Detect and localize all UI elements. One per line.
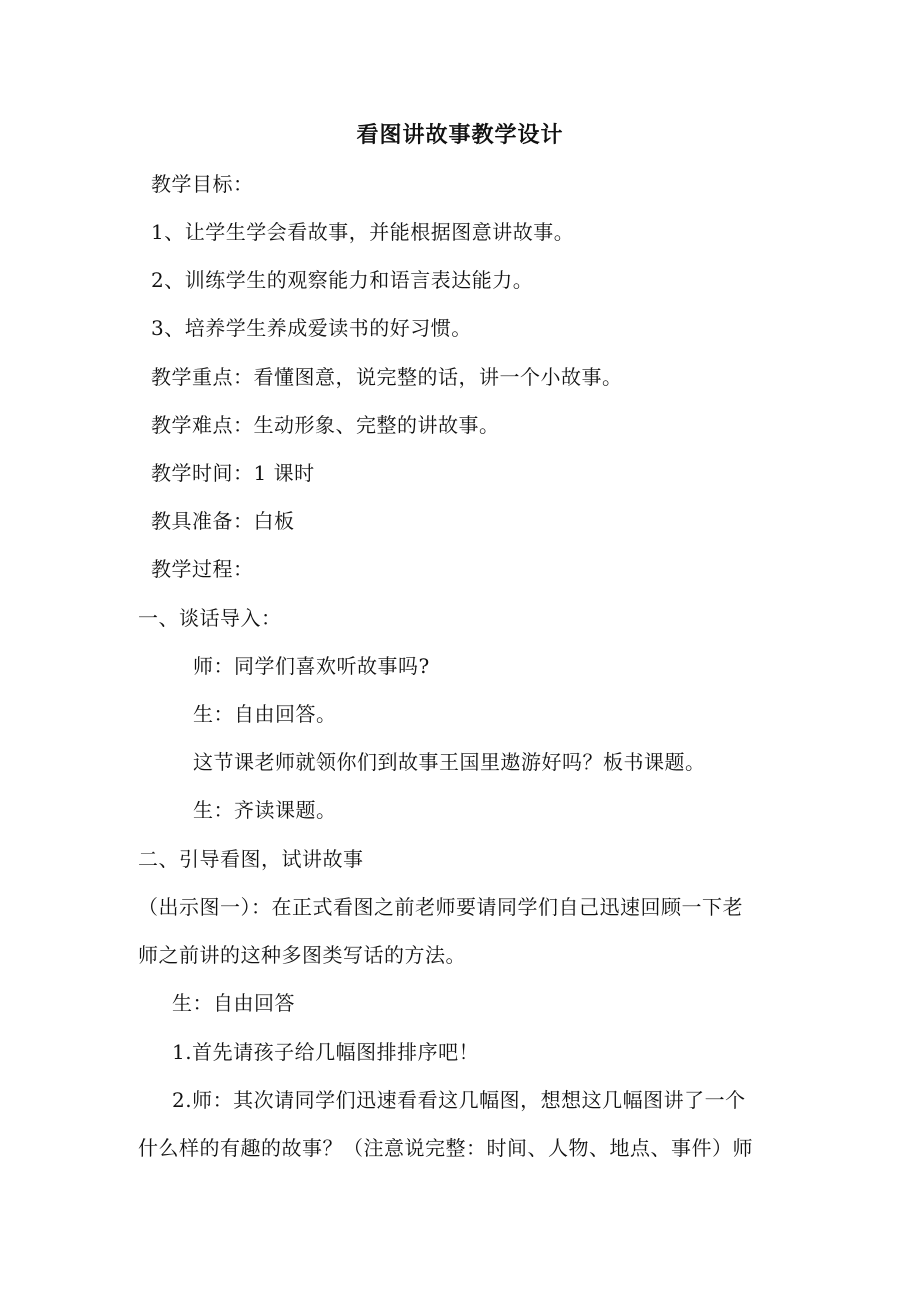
dialogue-line: 这节课老师就领你们到故事王国里遨游好吗？板书课题。 xyxy=(193,750,706,774)
dialogue-line: 生：自由回答 xyxy=(172,991,295,1015)
step-heading-1: 一、谈话导入： xyxy=(138,606,282,630)
objective-item-2: 2、训练学生的观察能力和语言表达能力。 xyxy=(151,268,534,292)
section-heading-objectives: 教学目标： xyxy=(151,172,254,196)
paragraph-line: 什么样的有趣的故事？（注意说完整：时间、人物、地点、事件）师 xyxy=(138,1136,753,1160)
objective-item-1: 1、让学生学会看故事，并能根据图意讲故事。 xyxy=(151,220,575,244)
dialogue-line: 生：齐读课题。 xyxy=(193,798,337,822)
numbered-step-2: 2.师：其次请同学们迅速看看这几幅图，想想这几幅图讲了一个 xyxy=(172,1088,746,1112)
paragraph-line: （出示图一）：在正式看图之前老师要请同学们自己迅速回顾一下老 xyxy=(138,895,743,919)
document-title: 看图讲故事教学设计 xyxy=(356,123,564,148)
dialogue-line: 生：自由回答。 xyxy=(193,702,337,726)
step-heading-2: 二、引导看图，试讲故事 xyxy=(138,847,364,871)
teaching-focus: 教学重点：看懂图意，说完整的话，讲一个小故事。 xyxy=(151,365,623,389)
section-heading-process: 教学过程： xyxy=(151,557,254,581)
teaching-difficulty: 教学难点：生动形象、完整的讲故事。 xyxy=(151,413,500,437)
teaching-aids: 教具准备：白板 xyxy=(151,509,295,533)
objective-item-3: 3、培养学生养成爱读书的好习惯。 xyxy=(151,316,472,340)
numbered-step-1: 1.首先请孩子给几幅图排排序吧！ xyxy=(172,1040,480,1064)
dialogue-line: 师：同学们喜欢听故事吗? xyxy=(193,654,430,678)
teaching-time: 教学时间：1 课时 xyxy=(151,461,315,485)
paragraph-line: 师之前讲的这种多图类写话的方法。 xyxy=(138,943,466,967)
